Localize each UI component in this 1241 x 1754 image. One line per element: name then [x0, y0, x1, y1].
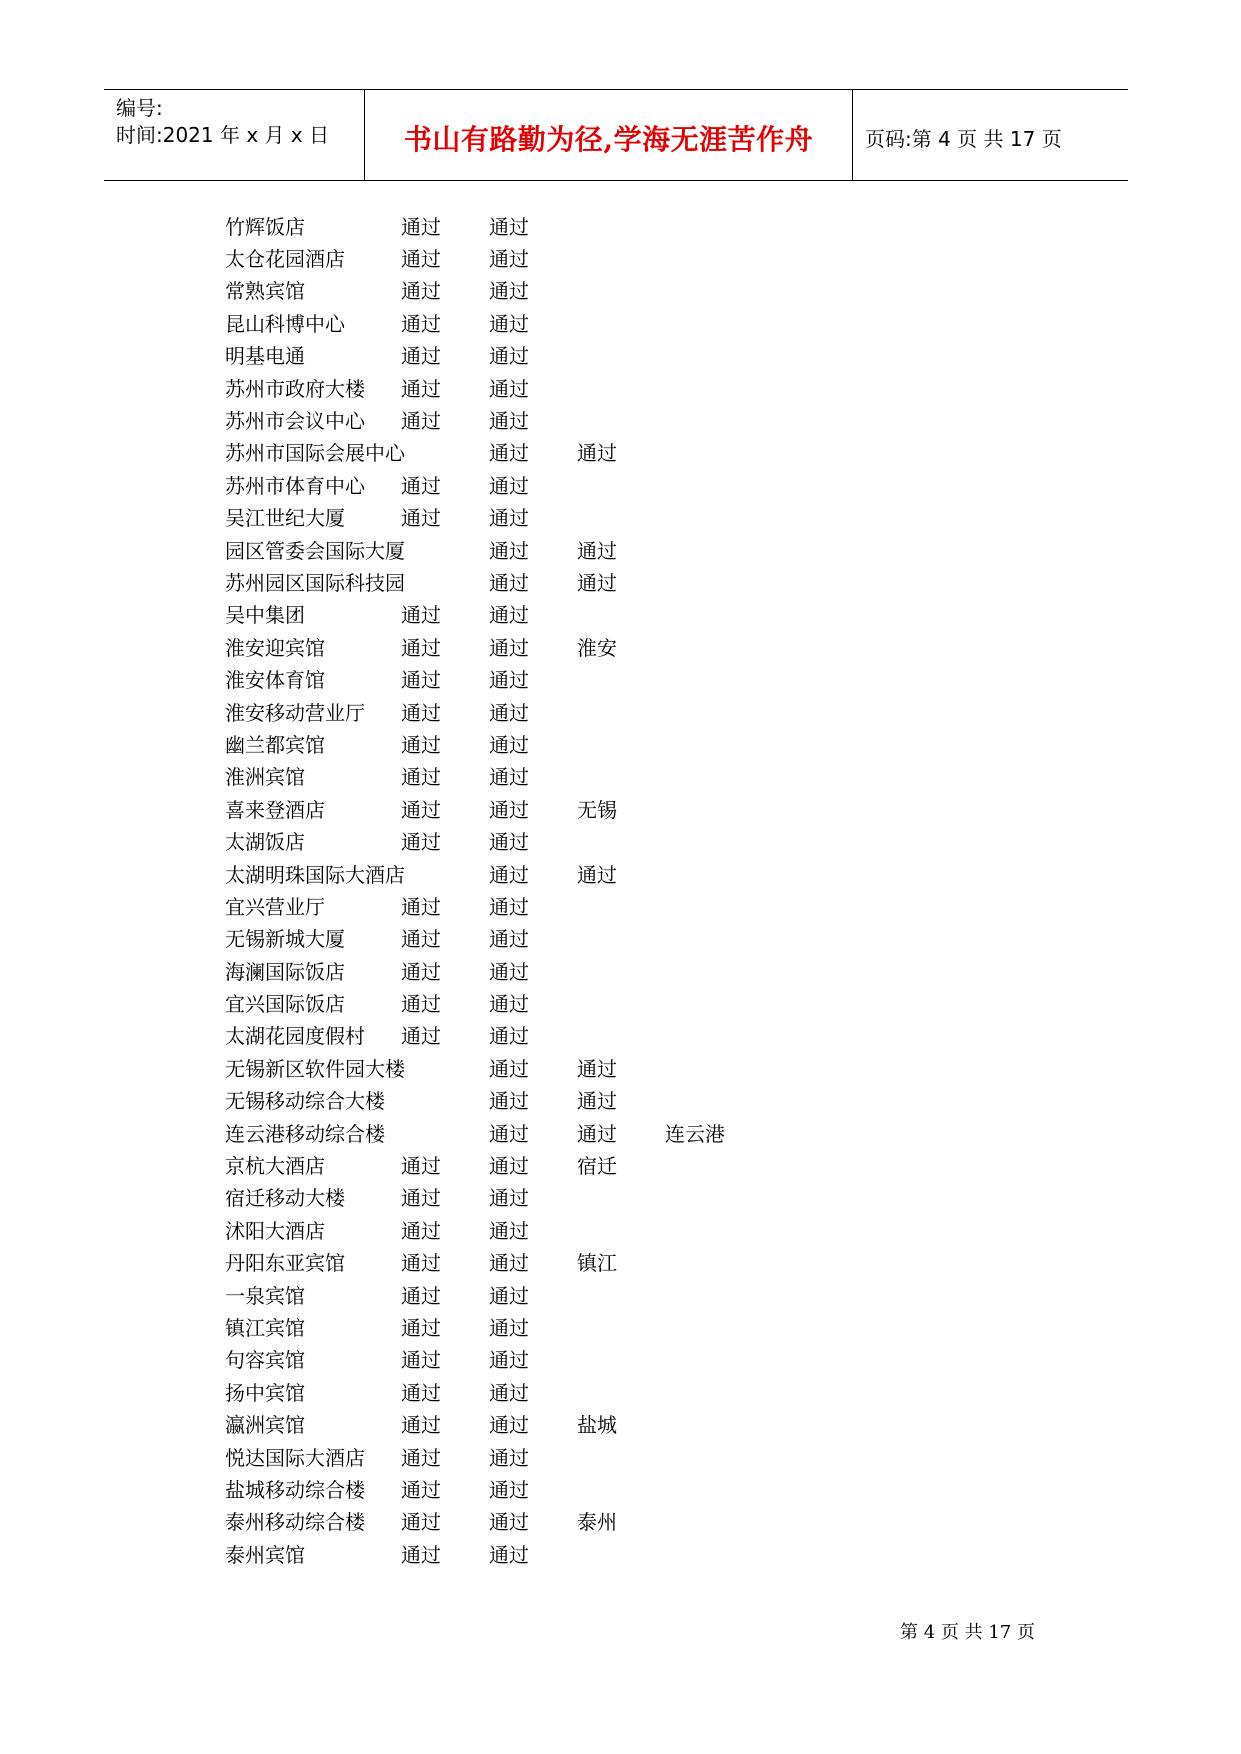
status-value: 通过: [489, 668, 529, 693]
list-item: [225, 1278, 753, 1310]
status-value: 通过: [401, 1510, 441, 1535]
venue-name: 苏州市会议中心: [225, 409, 365, 434]
status-value: 通过: [489, 927, 529, 952]
list-item: [225, 339, 753, 371]
status-value: 通过: [401, 894, 441, 919]
status-value: 通过: [489, 700, 529, 725]
venue-name: 泰州移动综合楼: [225, 1510, 365, 1535]
status-value: 通过: [489, 473, 529, 498]
venue-name: 盐城移动综合楼: [225, 1477, 365, 1502]
status-value: 通过: [401, 344, 441, 369]
status-value: 通过: [401, 765, 441, 790]
status-value: 通过: [401, 409, 441, 434]
venue-name: 园区管委会国际大厦: [225, 538, 405, 563]
status-value: 通过: [577, 441, 617, 466]
status-value: 通过: [489, 603, 529, 628]
venue-name: 淮安移动营业厅: [225, 700, 365, 725]
list-item: [225, 468, 753, 500]
list-item: [225, 1505, 753, 1537]
header-motto-cell: [365, 90, 853, 180]
venue-name: 句容宾馆: [225, 1348, 305, 1373]
venue-name: 吴江世纪大厦: [225, 506, 345, 531]
status-value: 通过: [489, 506, 529, 531]
header-page-cell: [853, 90, 1128, 180]
venue-name: 太仓花园酒店: [225, 247, 345, 272]
venue-name: 苏州市政府大楼: [225, 376, 365, 401]
venue-name: 苏州市国际会展中心: [225, 441, 405, 466]
status-value: 通过: [489, 992, 529, 1017]
region-label: 连云港: [665, 1121, 725, 1146]
status-value: 通过: [489, 1121, 529, 1146]
status-value: 通过: [489, 1380, 529, 1405]
status-value: 通过: [577, 570, 617, 595]
list-item: [225, 1246, 753, 1278]
region-label: 泰州: [577, 1510, 617, 1535]
status-value: 通过: [577, 538, 617, 563]
region-label: 无锡: [577, 797, 617, 822]
list-item: [225, 630, 753, 662]
status-value: 通过: [401, 279, 441, 304]
status-value: 通过: [489, 409, 529, 434]
status-value: 通过: [401, 830, 441, 855]
status-value: 通过: [489, 570, 529, 595]
list-item: [225, 695, 753, 727]
venue-name: 泰州宾馆: [225, 1542, 305, 1567]
list-item: [225, 1343, 753, 1375]
document-header: [104, 89, 1128, 181]
venue-name: 太湖花园度假村: [225, 1024, 365, 1049]
status-value: 通过: [401, 992, 441, 1017]
status-value: 通过: [489, 1154, 529, 1179]
status-value: 通过: [489, 1056, 529, 1081]
list-item: [225, 1537, 753, 1569]
venue-name: 常熟宾馆: [225, 279, 305, 304]
status-value: 通过: [401, 927, 441, 952]
list-item: [225, 436, 753, 468]
status-value: 通过: [401, 1413, 441, 1438]
list-item: [225, 986, 753, 1018]
venue-name: 悦达国际大酒店: [225, 1445, 365, 1470]
venue-name: 沭阳大酒店: [225, 1218, 325, 1243]
status-value: 通过: [401, 473, 441, 498]
venue-name: 苏州园区国际科技园: [225, 570, 405, 595]
list-item: [225, 1019, 753, 1051]
list-item: [225, 727, 753, 759]
venue-name: 扬中宾馆: [225, 1380, 305, 1405]
status-value: 通过: [401, 797, 441, 822]
status-value: 通过: [401, 214, 441, 239]
venue-name: 无锡移动综合大楼: [225, 1089, 385, 1114]
venue-name: 一泉宾馆: [225, 1283, 305, 1308]
region-label: 宿迁: [577, 1154, 617, 1179]
status-value: 通过: [489, 1477, 529, 1502]
list-item: [225, 1407, 753, 1439]
status-value: 通过: [489, 344, 529, 369]
status-value: 通过: [401, 668, 441, 693]
list-item: [225, 371, 753, 403]
status-value: 通过: [401, 732, 441, 757]
status-value: 通过: [401, 1477, 441, 1502]
status-value: 通过: [577, 1056, 617, 1081]
venue-name: 淮洲宾馆: [225, 765, 305, 790]
document-number-label: 编号:: [116, 96, 163, 120]
list-item: [225, 306, 753, 338]
venue-name: 喜来登酒店: [225, 797, 325, 822]
status-value: 通过: [489, 862, 529, 887]
venue-name: 太湖饭店: [225, 830, 305, 855]
venue-name: 京杭大酒店: [225, 1154, 325, 1179]
region-label: 淮安: [577, 635, 617, 660]
list-item: [225, 1440, 753, 1472]
venue-name: 苏州市体育中心: [225, 473, 365, 498]
list-item: [225, 1213, 753, 1245]
venue-name: 淮安迎宾馆: [225, 635, 325, 660]
status-value: 通过: [401, 247, 441, 272]
list-item: [225, 1116, 753, 1148]
venue-list: [225, 209, 753, 1569]
list-item: [225, 857, 753, 889]
venue-name: 昆山科博中心: [225, 311, 345, 336]
venue-name: 幽兰都宾馆: [225, 732, 325, 757]
venue-name: 太湖明珠国际大酒店: [225, 862, 405, 887]
status-value: 通过: [489, 1218, 529, 1243]
status-value: 通过: [489, 1251, 529, 1276]
list-item: [225, 598, 753, 630]
header-meta-cell: [104, 90, 365, 180]
list-item: [225, 824, 753, 856]
list-item: [225, 274, 753, 306]
venue-name: 宿迁移动大楼: [225, 1186, 345, 1211]
venue-name: 淮安体育馆: [225, 668, 325, 693]
header-motto: 书山有路勤为径,学海无涯苦作舟: [403, 123, 814, 156]
list-item: [225, 565, 753, 597]
status-value: 通过: [401, 1154, 441, 1179]
status-value: 通过: [489, 797, 529, 822]
status-value: 通过: [489, 732, 529, 757]
status-value: 通过: [401, 1315, 441, 1340]
list-item: [225, 1310, 753, 1342]
status-value: 通过: [489, 1024, 529, 1049]
status-value: 通过: [401, 1024, 441, 1049]
venue-name: 明基电通: [225, 344, 305, 369]
status-value: 通过: [489, 1510, 529, 1535]
status-value: 通过: [489, 279, 529, 304]
list-item: [225, 954, 753, 986]
venue-name: 连云港移动综合楼: [225, 1121, 385, 1146]
venue-name: 竹辉饭店: [225, 214, 305, 239]
status-value: 通过: [489, 1186, 529, 1211]
status-value: 通过: [489, 830, 529, 855]
status-value: 通过: [577, 1089, 617, 1114]
status-value: 通过: [401, 376, 441, 401]
status-value: 通过: [489, 1542, 529, 1567]
header-page-code: 页码:第 4 页 共 17 页: [865, 127, 1062, 151]
status-value: 通过: [489, 1283, 529, 1308]
status-value: 通过: [401, 1251, 441, 1276]
status-value: 通过: [401, 1283, 441, 1308]
list-item: [225, 1472, 753, 1504]
status-value: 通过: [489, 1315, 529, 1340]
list-item: [225, 1181, 753, 1213]
status-value: 通过: [489, 894, 529, 919]
status-value: 通过: [489, 959, 529, 984]
venue-name: 无锡新城大厦: [225, 927, 345, 952]
status-value: 通过: [489, 1413, 529, 1438]
list-item: [225, 792, 753, 824]
status-value: 通过: [401, 1542, 441, 1567]
status-value: 通过: [489, 441, 529, 466]
document-time-label: 时间:2021 年 x 月 x 日: [116, 123, 330, 147]
list-item: [225, 403, 753, 435]
status-value: 通过: [401, 1348, 441, 1373]
region-label: 盐城: [577, 1413, 617, 1438]
status-value: 通过: [401, 603, 441, 628]
status-value: 通过: [577, 1121, 617, 1146]
venue-name: 镇江宾馆: [225, 1315, 305, 1340]
status-value: 通过: [401, 1186, 441, 1211]
list-item: [225, 241, 753, 273]
status-value: 通过: [489, 311, 529, 336]
list-item: [225, 922, 753, 954]
status-value: 通过: [401, 1380, 441, 1405]
status-value: 通过: [489, 635, 529, 660]
status-value: 通过: [401, 959, 441, 984]
status-value: 通过: [489, 1348, 529, 1373]
status-value: 通过: [401, 506, 441, 531]
list-item: [225, 1148, 753, 1180]
list-item: [225, 501, 753, 533]
list-item: [225, 1051, 753, 1083]
status-value: 通过: [489, 765, 529, 790]
region-label: 镇江: [577, 1251, 617, 1276]
venue-name: 宜兴国际饭店: [225, 992, 345, 1017]
list-item: [225, 533, 753, 565]
page-footer: 第 4 页 共 17 页: [900, 1622, 1035, 1643]
list-item: [225, 1084, 753, 1116]
status-value: 通过: [401, 311, 441, 336]
status-value: 通过: [489, 247, 529, 272]
status-value: 通过: [401, 1445, 441, 1470]
status-value: 通过: [401, 635, 441, 660]
status-value: 通过: [489, 1445, 529, 1470]
status-value: 通过: [577, 862, 617, 887]
list-item: [225, 760, 753, 792]
venue-name: 吴中集团: [225, 603, 305, 628]
list-item: [225, 889, 753, 921]
status-value: 通过: [489, 214, 529, 239]
status-value: 通过: [401, 700, 441, 725]
status-value: 通过: [401, 1218, 441, 1243]
list-item: [225, 662, 753, 694]
venue-name: 丹阳东亚宾馆: [225, 1251, 345, 1276]
list-item: [225, 1375, 753, 1407]
status-value: 通过: [489, 376, 529, 401]
venue-name: 海澜国际饭店: [225, 959, 345, 984]
list-item: [225, 209, 753, 241]
status-value: 通过: [489, 1089, 529, 1114]
venue-name: 无锡新区软件园大楼: [225, 1056, 405, 1081]
venue-name: 宜兴营业厅: [225, 894, 325, 919]
venue-name: 瀛洲宾馆: [225, 1413, 305, 1438]
status-value: 通过: [489, 538, 529, 563]
